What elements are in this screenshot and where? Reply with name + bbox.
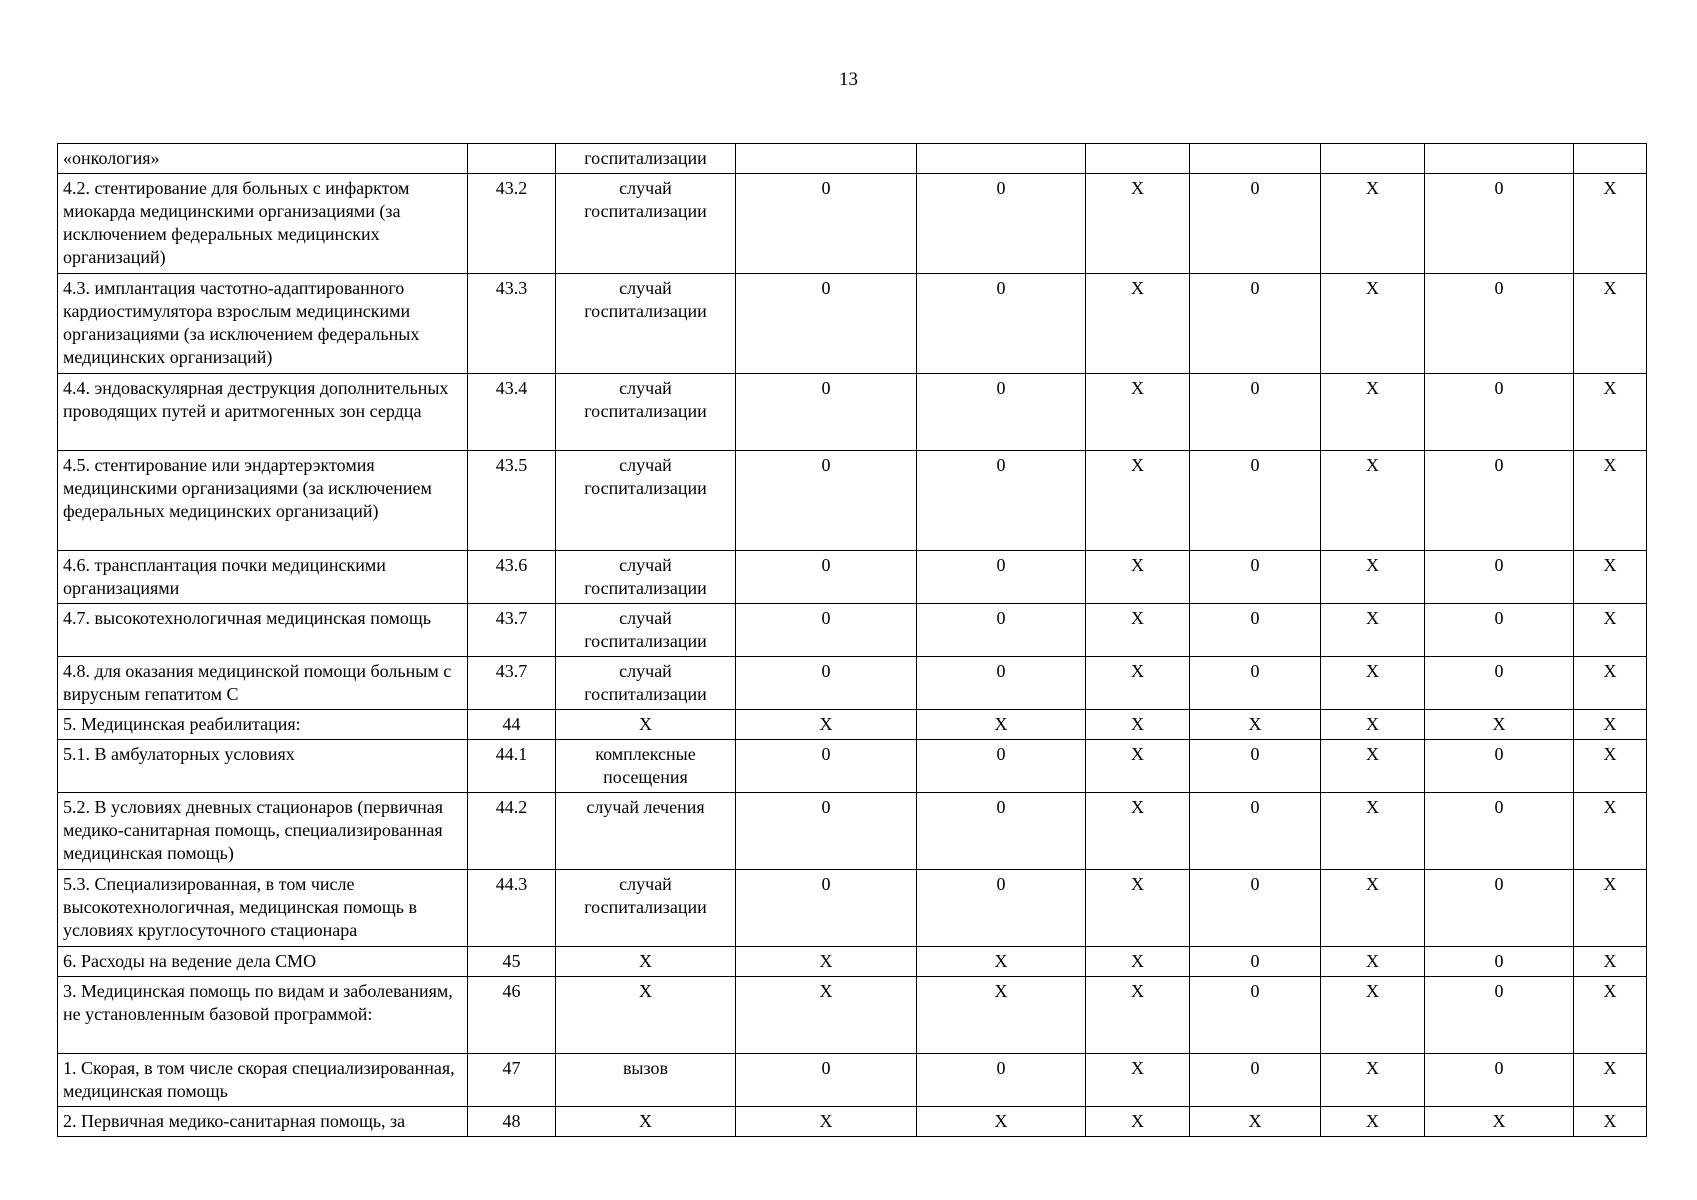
row-value-cell: X — [1574, 604, 1647, 657]
row-value-cell: 0 — [1190, 977, 1321, 1054]
table-row — [58, 977, 1647, 1054]
row-value-cell: X — [1574, 551, 1647, 604]
row-value-cell — [1425, 144, 1574, 174]
row-value-cell: 0 — [736, 740, 917, 793]
row-value-cell: 0 — [736, 870, 917, 947]
row-value-cell: 0 — [1190, 551, 1321, 604]
row-value-cell: 0 — [736, 657, 917, 710]
row-value-cell: 0 — [917, 374, 1086, 451]
row-value-cell: X — [736, 710, 917, 740]
row-value-cell: X — [1321, 793, 1425, 870]
row-value-cell: X — [1321, 451, 1425, 551]
row-value-cell: X — [1574, 451, 1647, 551]
row-value-cell — [917, 144, 1086, 174]
row-name-cell: 4.3. имплантация частотно-адаптированного кардиостимулятора взрослым медицинскими организациями (за исключением федеральных медицинских организаций) — [58, 274, 468, 374]
row-unit-cell: X — [556, 977, 736, 1054]
row-value-cell — [1574, 144, 1647, 174]
row-value-cell: 0 — [1425, 274, 1574, 374]
row-value-cell: X — [1321, 1107, 1425, 1137]
table-row — [58, 144, 1647, 174]
row-value-cell: 0 — [917, 604, 1086, 657]
row-value-cell: X — [1086, 1054, 1190, 1107]
row-value-cell: 0 — [917, 740, 1086, 793]
row-value-cell: 0 — [1425, 793, 1574, 870]
row-code-cell — [468, 144, 556, 174]
row-code-cell: 43.4 — [468, 374, 556, 451]
row-value-cell: X — [1086, 374, 1190, 451]
table-body — [58, 144, 1647, 1137]
row-value-cell: 0 — [917, 1054, 1086, 1107]
row-name-cell: 5.1. В амбулаторных условиях — [58, 740, 468, 793]
table-row — [58, 604, 1647, 657]
table-row — [58, 740, 1647, 793]
row-value-cell: 0 — [1190, 451, 1321, 551]
row-value-cell: X — [1321, 740, 1425, 793]
row-value-cell: X — [1086, 174, 1190, 274]
row-value-cell: 0 — [917, 174, 1086, 274]
row-value-cell: X — [1086, 451, 1190, 551]
row-unit-cell: случай госпитализации — [556, 657, 736, 710]
row-unit-cell: случай госпитализации — [556, 174, 736, 274]
row-value-cell: X — [1574, 740, 1647, 793]
row-value-cell: 0 — [1425, 947, 1574, 977]
table-row — [58, 451, 1647, 551]
row-code-cell: 43.7 — [468, 604, 556, 657]
row-unit-cell: вызов — [556, 1054, 736, 1107]
row-name-cell: 2. Первичная медико-санитарная помощь, за — [58, 1107, 468, 1137]
row-value-cell: X — [1574, 274, 1647, 374]
row-code-cell: 43.5 — [468, 451, 556, 551]
row-value-cell: 0 — [736, 551, 917, 604]
row-value-cell: 0 — [917, 870, 1086, 947]
row-value-cell: X — [1321, 870, 1425, 947]
row-value-cell: X — [1425, 1107, 1574, 1137]
row-value-cell: X — [1086, 977, 1190, 1054]
row-value-cell: 0 — [1425, 977, 1574, 1054]
row-value-cell: X — [1574, 657, 1647, 710]
row-value-cell: X — [1574, 947, 1647, 977]
row-value-cell: X — [1086, 1107, 1190, 1137]
row-value-cell: X — [1321, 374, 1425, 451]
row-value-cell: 0 — [1425, 740, 1574, 793]
row-value-cell: X — [1086, 870, 1190, 947]
row-value-cell: X — [1321, 274, 1425, 374]
row-name-cell: «онкология» — [58, 144, 468, 174]
row-value-cell: 0 — [1425, 657, 1574, 710]
row-value-cell: X — [736, 1107, 917, 1137]
row-name-cell: 6. Расходы на ведение дела СМО — [58, 947, 468, 977]
row-name-cell: 4.7. высокотехнологичная медицинская помощь — [58, 604, 468, 657]
row-value-cell: X — [1321, 657, 1425, 710]
row-unit-cell: госпитализации — [556, 144, 736, 174]
row-value-cell: X — [917, 977, 1086, 1054]
row-value-cell: 0 — [736, 274, 917, 374]
row-name-cell: 4.2. стентирование для больных с инфарктом миокарда медицинскими организациями (за исключением федеральных медицинских организаций) — [58, 174, 468, 274]
row-code-cell: 48 — [468, 1107, 556, 1137]
table-row — [58, 870, 1647, 947]
table-row — [58, 1107, 1647, 1137]
row-value-cell: 0 — [1190, 947, 1321, 977]
row-value-cell: 0 — [1425, 451, 1574, 551]
row-unit-cell: случай госпитализации — [556, 274, 736, 374]
row-code-cell: 43.7 — [468, 657, 556, 710]
row-code-cell: 45 — [468, 947, 556, 977]
table-row — [58, 793, 1647, 870]
row-code-cell: 43.6 — [468, 551, 556, 604]
table-row — [58, 174, 1647, 274]
table-row — [58, 374, 1647, 451]
row-value-cell: X — [1574, 1054, 1647, 1107]
row-value-cell: X — [736, 947, 917, 977]
row-value-cell: X — [1086, 274, 1190, 374]
row-name-cell: 5.3. Специализированная, в том числе высокотехнологичная, медицинская помощь в условиях круглосуточного стационара — [58, 870, 468, 947]
row-value-cell: X — [1086, 793, 1190, 870]
row-value-cell: 0 — [1190, 657, 1321, 710]
row-value-cell: 0 — [1425, 174, 1574, 274]
row-name-cell: 4.4. эндоваскулярная деструкция дополнительных проводящих путей и аритмогенных зон сердца — [58, 374, 468, 451]
row-value-cell: X — [1425, 710, 1574, 740]
row-value-cell: X — [917, 710, 1086, 740]
row-name-cell: 4.6. трансплантация почки медицинскими организациями — [58, 551, 468, 604]
row-value-cell: X — [1574, 870, 1647, 947]
row-code-cell: 43.2 — [468, 174, 556, 274]
row-value-cell: X — [736, 977, 917, 1054]
row-value-cell: X — [1190, 710, 1321, 740]
row-unit-cell: случай госпитализации — [556, 374, 736, 451]
row-name-cell: 1. Скорая, в том числе скорая специализированная, медицинская помощь — [58, 1054, 468, 1107]
row-code-cell: 46 — [468, 977, 556, 1054]
table-row — [58, 1054, 1647, 1107]
row-value-cell: X — [1086, 551, 1190, 604]
row-code-cell: 44.1 — [468, 740, 556, 793]
row-value-cell: 0 — [1425, 374, 1574, 451]
row-value-cell: 0 — [1190, 793, 1321, 870]
row-value-cell: X — [1321, 604, 1425, 657]
row-name-cell: 5.2. В условиях дневных стационаров (первичная медико-санитарная помощь, специализированная медицинская помощь) — [58, 793, 468, 870]
row-value-cell: X — [1574, 977, 1647, 1054]
row-value-cell: X — [1086, 947, 1190, 977]
table-row — [58, 274, 1647, 374]
row-value-cell: X — [1574, 710, 1647, 740]
row-value-cell: 0 — [917, 451, 1086, 551]
table-row — [58, 710, 1647, 740]
row-value-cell: X — [1574, 1107, 1647, 1137]
row-value-cell: 0 — [736, 174, 917, 274]
row-value-cell: X — [917, 947, 1086, 977]
row-value-cell — [736, 144, 917, 174]
row-name-cell: 5. Медицинская реабилитация: — [58, 710, 468, 740]
data-table — [57, 143, 1647, 1137]
row-unit-cell: случай госпитализации — [556, 551, 736, 604]
row-value-cell: 0 — [1190, 740, 1321, 793]
row-name-cell: 4.8. для оказания медицинской помощи больным с вирусным гепатитом С — [58, 657, 468, 710]
row-value-cell: 0 — [917, 551, 1086, 604]
table-row — [58, 657, 1647, 710]
row-value-cell: 0 — [736, 374, 917, 451]
row-value-cell: X — [1574, 374, 1647, 451]
row-unit-cell: X — [556, 1107, 736, 1137]
row-code-cell: 43.3 — [468, 274, 556, 374]
row-value-cell: 0 — [1190, 374, 1321, 451]
row-unit-cell: комплексные посещения — [556, 740, 736, 793]
row-value-cell: X — [1321, 947, 1425, 977]
row-code-cell: 47 — [468, 1054, 556, 1107]
table-row — [58, 551, 1647, 604]
row-name-cell: 3. Медицинская помощь по видам и заболеваниям, не установленным базовой программой: — [58, 977, 468, 1054]
row-value-cell: 0 — [1425, 870, 1574, 947]
row-value-cell: X — [1321, 174, 1425, 274]
row-value-cell: 0 — [1190, 604, 1321, 657]
row-code-cell: 44 — [468, 710, 556, 740]
row-code-cell: 44.3 — [468, 870, 556, 947]
row-value-cell — [1190, 144, 1321, 174]
row-value-cell: X — [917, 1107, 1086, 1137]
row-code-cell: 44.2 — [468, 793, 556, 870]
row-value-cell — [1321, 144, 1425, 174]
row-unit-cell: случай лечения — [556, 793, 736, 870]
row-unit-cell: случай госпитализации — [556, 870, 736, 947]
row-value-cell: X — [1574, 793, 1647, 870]
row-value-cell: X — [1086, 604, 1190, 657]
row-value-cell: 0 — [1190, 1054, 1321, 1107]
row-value-cell: X — [1321, 551, 1425, 604]
row-value-cell: X — [1321, 977, 1425, 1054]
row-unit-cell: случай госпитализации — [556, 451, 736, 551]
table-row — [58, 947, 1647, 977]
row-value-cell: 0 — [736, 604, 917, 657]
row-value-cell — [1086, 144, 1190, 174]
row-value-cell: 0 — [736, 451, 917, 551]
row-value-cell: 0 — [736, 793, 917, 870]
row-value-cell: X — [1574, 174, 1647, 274]
row-value-cell: 0 — [736, 1054, 917, 1107]
row-value-cell: 0 — [1425, 1054, 1574, 1107]
row-value-cell: 0 — [1190, 870, 1321, 947]
row-unit-cell: X — [556, 710, 736, 740]
page-number: 13 — [839, 69, 858, 90]
row-value-cell: 0 — [917, 793, 1086, 870]
row-value-cell: X — [1321, 1054, 1425, 1107]
row-value-cell: 0 — [917, 274, 1086, 374]
row-value-cell: 0 — [1190, 274, 1321, 374]
row-value-cell: X — [1321, 710, 1425, 740]
row-value-cell: 0 — [1190, 174, 1321, 274]
row-value-cell: X — [1190, 1107, 1321, 1137]
row-value-cell: 0 — [1425, 604, 1574, 657]
row-value-cell: 0 — [1425, 551, 1574, 604]
row-unit-cell: X — [556, 947, 736, 977]
row-value-cell: X — [1086, 657, 1190, 710]
row-name-cell: 4.5. стентирование или эндартерэктомия медицинскими организациями (за исключением федеральных медицинских организаций) — [58, 451, 468, 551]
row-value-cell: X — [1086, 740, 1190, 793]
row-unit-cell: случай госпитализации — [556, 604, 736, 657]
row-value-cell: X — [1086, 710, 1190, 740]
row-value-cell: 0 — [917, 657, 1086, 710]
